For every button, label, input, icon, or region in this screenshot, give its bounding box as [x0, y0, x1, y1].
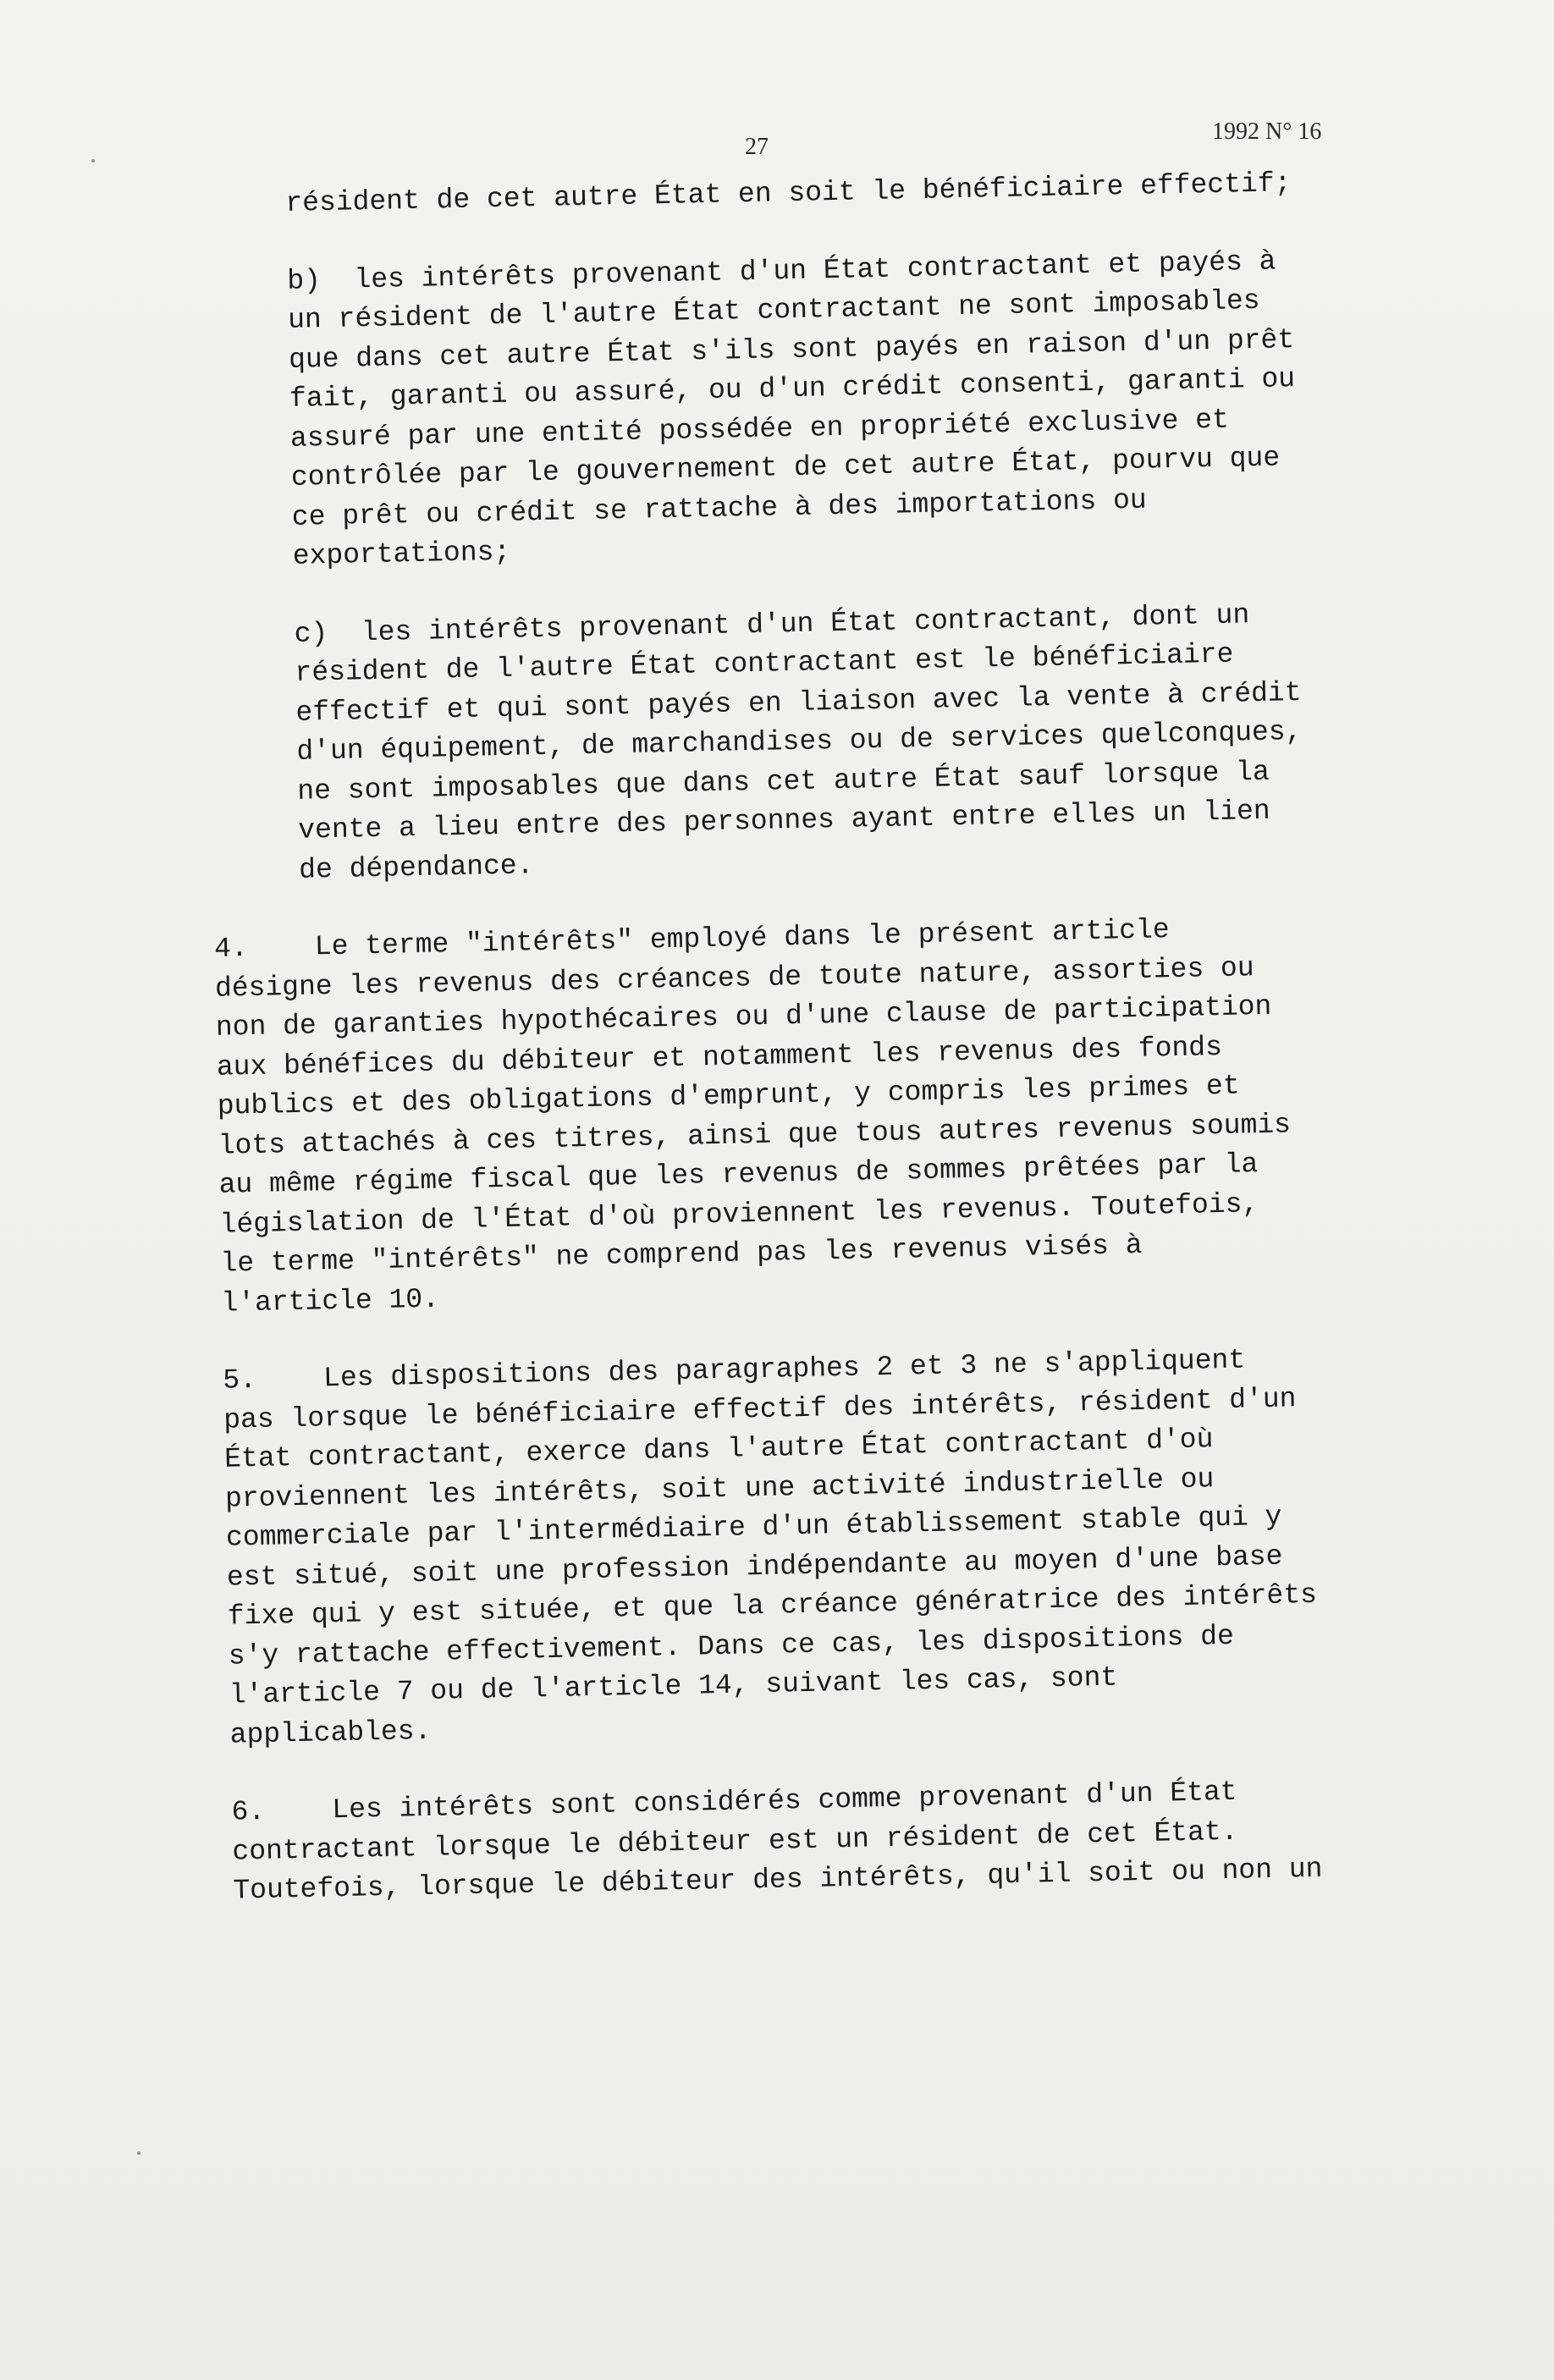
text-line: est situé, soit une profession indépendante au moyen d'une base [226, 1540, 1283, 1594]
text-line: un résident de l'autre État contractant ne sont imposables [287, 284, 1260, 336]
text-line: fait, garanti ou assuré, ou d'un crédit consenti, garanti ou [289, 363, 1296, 415]
text-line: l'article 10. [221, 1283, 440, 1319]
paragraph-point-b [201, 240, 1383, 579]
text-line: commerciale par l'intermédiaire d'un établissement stable qui y [225, 1501, 1282, 1554]
text-line: fixe qui y est située, et que la créance génératrice des intérêts [227, 1578, 1318, 1633]
text-line: résident de l'autre État contractant est le bénéficiaire [295, 638, 1234, 689]
text-line: publics et des obligations d'emprunt, y compris les primes et [217, 1070, 1240, 1122]
text-line: l'article 7 ou de l'article 14, suivant les cas, sont [229, 1661, 1118, 1711]
text-line: d'un équipement, de marchandises ou de services quelconques, [296, 715, 1303, 768]
text-line: Toutefois, lorsque le débiteur des intérêts, qu'il soit ou non un [233, 1853, 1323, 1907]
text-line: s'y rattache effectivement. Dans ce cas, les dispositions de [228, 1620, 1235, 1672]
text-line: vente a lieu entre des personnes ayant entre elles un lien [297, 795, 1271, 846]
text-line: proviennent les intérêts, soit une activité industrielle ou [224, 1463, 1215, 1515]
text-line: 4. Le terme "intérêts" employé dans le présent article [213, 914, 1171, 965]
text-line: b) les intérêts provenant d'un État contractant et payés à [286, 245, 1276, 297]
text-line: ne sont imposables que dans cet autre État sauf lorsque la [296, 756, 1270, 807]
text-line: contrôlée par le gouvernement de cet autre État, pourvu que [290, 442, 1281, 493]
text-line: État contractant, exerce dans l'autre État contractant d'où [223, 1424, 1214, 1475]
paragraph-paragraph-6 [231, 1770, 1410, 1911]
paragraph-fragment [199, 163, 1376, 225]
text-line: désigne les revenus des créances de toute nature, assorties ou [214, 951, 1254, 1005]
text-line: 5. Les dispositions des paragraphes 2 et 3 ne s'appliquent [222, 1344, 1246, 1397]
paragraph-paragraph-4 [214, 906, 1398, 1324]
text-line: résident de cet autre État en soit le bénéficiaire effectif; [285, 168, 1292, 219]
text-line: applicables. [229, 1715, 432, 1751]
text-line: ce prêt ou crédit se rattache à des importations ou [291, 484, 1148, 533]
scan-speck [137, 2151, 141, 2155]
text-line: lots attachés à ces titres, ainsi que tous autres revenus soumis [218, 1108, 1292, 1162]
text-line: de dépendance. [298, 849, 534, 886]
text-line: législation de l'État d'où proviennent les revenus. Toutefois, [219, 1187, 1259, 1241]
text-line: pas lorsque le bénéficiaire effectif des intérêts, résident d'un [223, 1382, 1297, 1436]
text-line: assuré par une entité possédée en propriété exclusive et [289, 404, 1230, 455]
document-reference: 1992 N° 16 [1212, 118, 1322, 145]
text-line: que dans cet autre État s'ils sont payés en raison d'un prêt [288, 323, 1295, 376]
text-line: non de garanties hypothécaires ou d'une clause de participation [215, 990, 1272, 1044]
text-line: c) les intérêts provenant d'un État contractant, dont un [294, 598, 1250, 650]
text-line: le terme "intérêts" ne comprend pas les revenus visés à [220, 1229, 1143, 1280]
article-text [199, 163, 1411, 1949]
text-line: contractant lorsque le débiteur est un résident de cet État. [232, 1815, 1238, 1868]
scan-speck [91, 159, 95, 163]
page-number: 27 [745, 134, 769, 160]
text-line: aux bénéfices du débiteur et notamment les revenus des fonds [216, 1031, 1223, 1083]
text-line: exportations; [292, 536, 511, 572]
paragraph-paragraph-5 [223, 1338, 1407, 1755]
text-line: 6. Les intérêts sont considérés comme provenant d'un État [231, 1776, 1237, 1828]
text-line: effectif et qui sont payés en liaison avec la vente à crédit [295, 676, 1302, 729]
paragraph-point-c [207, 593, 1389, 892]
text-line: au même régime fiscal que les revenus de sommes prêtées par la [218, 1149, 1259, 1201]
